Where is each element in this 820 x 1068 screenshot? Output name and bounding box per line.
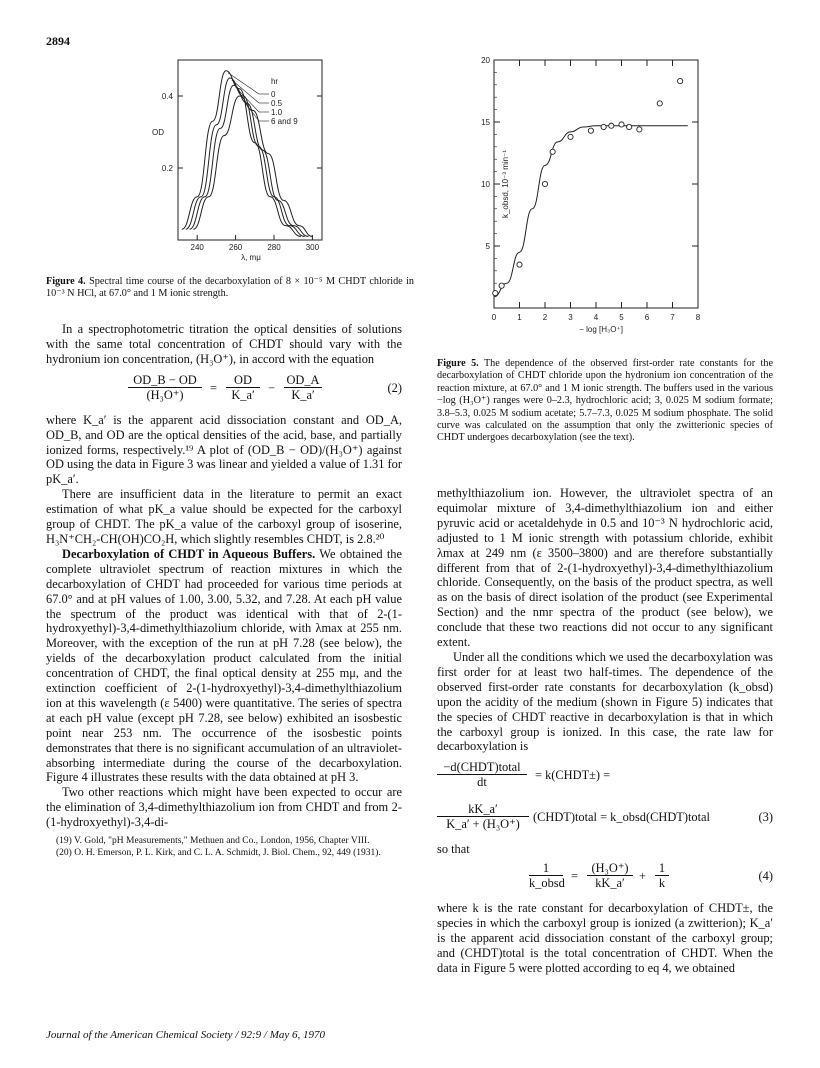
legend-title: hr	[270, 77, 279, 86]
equation-3	[437, 758, 773, 842]
eq4-plus: +	[639, 869, 646, 884]
x-tick-label: 8	[695, 313, 701, 322]
left-paragraph-3: There are insufficient data in the literature to permit an exact estimation of what pK_a value should be expected for the carboxyl group of CHDT. The pK_a value of the carboxyl group of isoserine, H₃N⁺CH₂-CH(OH)CO₂H, which slightly resembles CHDT, is 2.8.²⁰	[46, 487, 402, 546]
y-tick-label: 0.2	[161, 164, 173, 173]
legend-entry: 0.5	[270, 99, 283, 108]
y-tick-label: 0.4	[161, 92, 173, 101]
eq2-numerator-1: OD_B − OD	[128, 373, 202, 388]
x-axis-label: λ, mμ	[241, 253, 261, 262]
eq3-rhs-2: (CHDT)total = k_obsd(CHDT)total	[533, 810, 710, 825]
right-paragraph-2: Under all the conditions which we used the decarboxylation was first order for at least two half-times. The dependence of the observed first-order rate constants for decarboxylation (k_obsd) upon the acidity of the medium (shown in Figure 5) indicates that the species of CHDT reactive in decarboxylation is that in which the carboxyl group is ionized. In this case, the rate law for decarboxylation is	[437, 649, 773, 754]
footnote-19: (19) V. Gold, "pH Measurements," Methuen and Co., London, 1956, Chapter VIII.	[56, 836, 370, 847]
eq2-fraction-3	[284, 373, 322, 403]
legend-entry: 0	[270, 90, 276, 99]
data-point	[499, 283, 504, 288]
eq4-fraction-2	[655, 861, 669, 891]
so-that: so that	[437, 842, 470, 857]
figure-5-chart	[470, 50, 720, 350]
y-tick-label: 10	[481, 180, 490, 189]
eq2-denominator-1: (H₃O⁺)	[146, 387, 184, 402]
eq3-rate-denominator: K_a′ + (H₃O⁺)	[446, 817, 520, 832]
eq4-denominator-1: kK_a′	[595, 876, 625, 891]
footnotes	[46, 836, 402, 859]
y-axis-label: OD	[152, 128, 164, 137]
eq4-numerator-2: 1	[655, 861, 669, 876]
left-paragraph-2: where K_a′ is the apparent acid dissociation constant and OD_A, OD_B, and OD are the optical densities of the acid, base, and partially ionized forms, respectively.¹⁹ A plot of (OD_B − OD)/(H₃O⁺) against OD using the data in Figure 3 was linear and yielded a value of 1.31 for pK_a′.	[46, 412, 402, 487]
figure-4-caption-text: Spectral time course of the decarboxylation of 8 × 10⁻⁵ M CHDT chloride in 10⁻³ N HCl, at 67.0° and 1 M ionic strength.	[46, 276, 415, 300]
footnote-20: (20) O. H. Emerson, P. L. Kirk, and C. L. A. Schmidt, J. Biol. Chem., 92, 449 (1931).	[56, 847, 381, 858]
data-point	[493, 291, 498, 296]
legend-leader	[228, 73, 259, 94]
x-tick-label: 300	[305, 243, 320, 252]
legend-entry: 6 and 9	[270, 117, 298, 126]
eq4-lhs-denominator: k_obsd	[529, 876, 565, 891]
x-tick-label: 280	[267, 243, 281, 252]
data-point	[627, 124, 632, 129]
left-paragraph-5: Two other reactions which might have been expected to occur are the elimination of 3,4-dimethylthiazolium ion from CHDT and from 2-(1-hydroxyethyl)-3,4-di-	[46, 785, 402, 830]
eq2-denominator-3: K_a′	[291, 387, 315, 402]
left-paragraph-4	[46, 547, 402, 786]
right-column	[437, 486, 773, 976]
figure-5-caption-label: Figure 5.	[437, 358, 479, 369]
eq3-rhs-1: = k(CHDT±) =	[535, 768, 611, 783]
eq4-equals: =	[571, 869, 578, 884]
equation-2	[46, 371, 402, 413]
eq3-rate-numerator: kK_a′	[437, 802, 529, 817]
x-tick-label: 0	[491, 313, 497, 322]
x-tick-label: 4	[593, 313, 599, 322]
section-heading: Decarboxylation of CHDT in Aqueous Buffers.	[62, 546, 316, 561]
eq4-fraction-1	[587, 861, 633, 891]
left-column	[46, 322, 402, 859]
y-tick-label: 20	[481, 56, 490, 65]
x-tick-label: 240	[190, 243, 204, 252]
data-point	[657, 101, 662, 106]
data-point	[550, 149, 555, 154]
eq3-lhs-denominator: dt	[477, 775, 487, 790]
plot-frame	[178, 60, 322, 240]
eq2-minus: −	[268, 380, 275, 395]
eq3-number: (3)	[758, 810, 773, 825]
y-axis-label: k_obsd, 10⁻³ min⁻¹	[501, 149, 510, 219]
data-point	[588, 128, 593, 133]
y-tick-label: 15	[481, 118, 490, 127]
eq2-fraction-2	[226, 373, 260, 403]
x-tick-label: 3	[568, 313, 573, 322]
plot-frame	[494, 60, 698, 308]
eq2-numerator-3: OD_A	[284, 373, 322, 388]
right-paragraph-1: methylthiazolium ion. However, the ultraviolet spectra of an equimolar mixture of 3,4-dimethylthiazolium ion and either pyruvic acid or acetaldehyde in 0.5 and 10⁻³ N hydrochloric acid, adjusted to 1 M ionic strength with potassium chloride, exhibit λmax at 249 nm (ε 3500–3800) and are therefore substantially different from that of 2-(1-hydroxyethyl)-3,4-dimethylthiazolium chloride. Consequently, on the basis of the product spectra, as well as on the basis of direct isolation of the product (see Experimental Section) and the nmr spectra of the product (see below), we conclude that these two reactions did not occur to any significant extent.	[437, 486, 773, 650]
right-paragraph-3: where k is the rate constant for decarboxylation of CHDT±, the species in which the carboxyl group is ionized (a zwitterion); K_a′ is the apparent acid dissociation constant of the carboxyl group; and (CHDT)total is the total concentration of CHDT. When the data in Figure 5 were plotted according to eq 4, we obtained	[437, 901, 773, 975]
eq2-numerator-2: OD	[226, 373, 260, 388]
eq3-lhs-fraction	[437, 760, 527, 790]
x-axis-label: − log [H₃O⁺]	[579, 325, 623, 334]
data-point	[517, 262, 522, 267]
eq2-denominator-2: K_a′	[231, 387, 255, 402]
figure-5	[470, 50, 720, 350]
legend-entry: 1.0	[270, 108, 283, 117]
figure-4-caption-label: Figure 4.	[46, 276, 86, 287]
figure-5-caption	[437, 358, 773, 445]
eq3-rate-fraction	[437, 802, 529, 832]
data-point	[601, 124, 606, 129]
data-point	[619, 122, 624, 127]
figure-4-chart	[150, 54, 350, 274]
x-tick-label: 7	[670, 313, 675, 322]
page-number: 2894	[46, 34, 70, 48]
data-point	[637, 127, 642, 132]
eq2-number: (2)	[387, 380, 402, 395]
eq4-numerator-1: (H₃O⁺)	[587, 861, 633, 876]
data-point	[542, 181, 547, 186]
journal-footer: Journal of the American Chemical Society / 92:9 / May 6, 1970	[46, 1029, 326, 1041]
fitted-curve	[494, 126, 688, 297]
data-point	[609, 123, 614, 128]
x-tick-label: 5	[619, 313, 624, 322]
data-point	[568, 134, 573, 139]
eq3-lhs-numerator: −d(CHDT)total	[437, 760, 527, 775]
eq4-lhs-numerator: 1	[529, 861, 563, 876]
eq4-lhs-fraction	[529, 861, 563, 891]
x-tick-label: 260	[228, 243, 243, 252]
eq2-equals: =	[210, 380, 217, 395]
x-tick-label: 6	[644, 313, 650, 322]
left-paragraph-4-text: We obtained the complete ultraviolet spectrum of reaction mixtures in which the decarboxylation of CHDT had proceeded for various time periods at 67.0° and at pH values of 1.00, 3.00, 5.32, and 7.28. At each pH value the spectrum of the product was identical with that of 2-(1-hydroxyethyl)-3,4-dimethylthiazolium chloride, with λmax at 255 nm. Moreover, with the exception of the run at pH 7.28 (see below), the yields of the decarboxylation product calculated from the initial concentration of CHDT, the final optical density at 255 mμ, and the extinction coefficient of 2-(1-hydroxyethyl)-3,4-dimethylthiazolium ion at this wavelength (ε 5400) were quantitative. The series of spectra at each pH value (except pH 7.28, see below) exhibited an isosbestic point near 253 nm. The occurrence of the isosbestic points demonstrates that there is no significant accumulation of an ultraviolet-absorbing intermediate during the course of the decarboxylation. Figure 4 illustrates these results with the data obtained at pH 3.	[46, 546, 402, 785]
figure-5-caption-text: The dependence of the observed first-order rate constants for the decarboxylation of CHDT chloride upon the hydronium ion concentration of the reaction mixture, at 67.0° and 1 M ionic strength. The buffers used in the various −log (H₃O⁺) ranges were 0–2.3, hydrochloric acid; 3, 0.025 M sodium formate; 3.8–5.3, 0.025 M sodium acetate; 5.7–7.3, 0.025 M sodium phosphate. The solid curve was calculated on the assumption that only the zwitterionic species of CHDT undergoes decarboxylation (see the text).	[437, 358, 773, 444]
equation-4	[437, 859, 773, 901]
legend-leader	[236, 87, 259, 112]
x-tick-label: 1	[517, 313, 522, 322]
y-tick-label: 5	[485, 242, 490, 251]
figure-4-caption	[46, 276, 414, 301]
data-point	[678, 78, 683, 83]
left-paragraph-1: In a spectrophotometric titration the optical densities of solutions with the same total concentration of CHDT should vary with the hydronium ion concentration, (H₃O⁺), in accord with the equation	[46, 322, 402, 366]
eq4-number: (4)	[758, 869, 773, 884]
eq4-denominator-2: k	[658, 876, 666, 891]
eq2-fraction-1	[128, 373, 202, 403]
x-tick-label: 2	[542, 313, 548, 322]
figure-4	[150, 54, 350, 274]
